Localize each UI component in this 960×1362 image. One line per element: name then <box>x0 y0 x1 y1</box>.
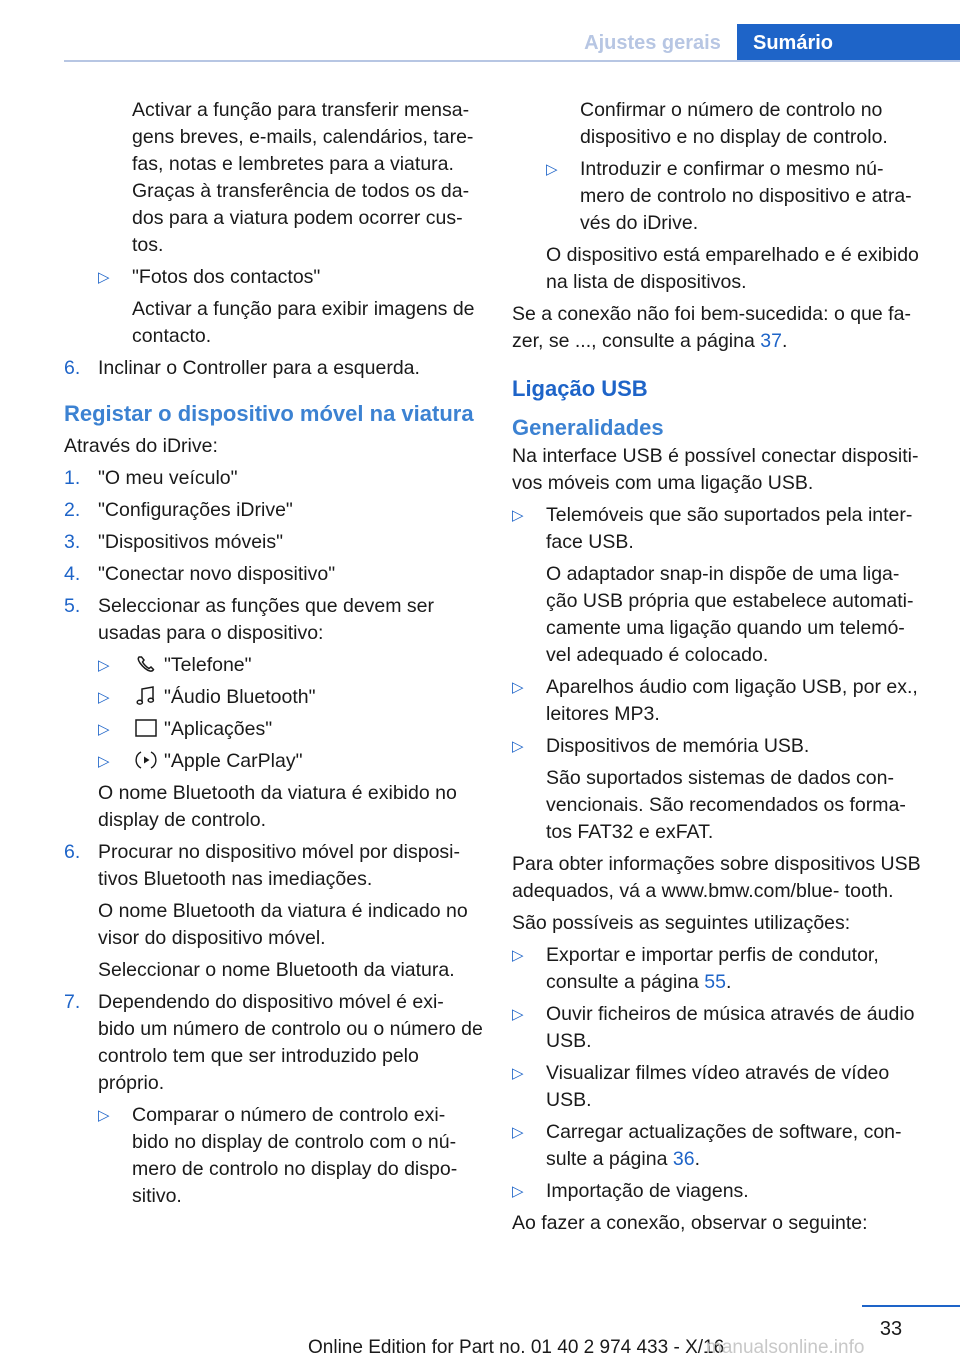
function-telefone <box>64 652 484 679</box>
bullet-triangle-icon: ▷ <box>512 679 524 696</box>
page-link[interactable]: 36 <box>672 1148 695 1170</box>
register-heading: Registar o dispositivo móvel na viatura <box>64 401 474 426</box>
bt-name-shown: O nome Bluetooth da viatura é exibido no display de controlo. <box>98 782 457 831</box>
bullet-text: Exportar e importar perfis de condutor, consulte a página <box>546 944 879 993</box>
bullet-text: Ouvir ficheiros de música através de áudio USB. <box>546 1003 915 1052</box>
bullet-text: Visualizar filmes vídeo através de vídeo USB. <box>546 1062 890 1111</box>
list-item <box>64 593 484 647</box>
bullet-triangle-icon: ▷ <box>546 161 558 178</box>
music-note-icon <box>134 686 158 706</box>
bullet-text: Introduzir e confirmar o mesmo nú- mero de controlo no dispositivo e atra- vés do iDrive. <box>580 158 912 234</box>
bullet-note: São suportados sistemas de dados con- vencionais. São recomendados os forma- tos FAT32 e exFAT. <box>546 767 906 843</box>
bullet-triangle-icon: ▷ <box>512 1065 524 1082</box>
use-item <box>512 942 932 996</box>
closing-para: Ao fazer a conexão, observar o seguinte: <box>512 1212 868 1234</box>
transfer-description: Activar a função para transferir mensa- gens breves, e-mails, calendários, tare- fas, notas e lembretes para a viatura. Graças à transferência de todos os da- dos para a viatura podem ocorrer cus- tos. <box>132 99 474 256</box>
step-text: Procurar no dispositivo móvel por disposi- tivos Bluetooth nas imediações. <box>98 841 460 890</box>
step-6-item <box>64 355 484 382</box>
supported-item <box>512 733 932 846</box>
page-link[interactable]: 37 <box>760 330 782 352</box>
bullet-text: Importação de viagens. <box>546 1180 749 1202</box>
register-steps-list <box>64 465 484 647</box>
bullet-text: Carregar actualizações de software, con- sulte a página <box>546 1121 902 1170</box>
list-item <box>64 561 484 588</box>
step-7-item <box>64 989 484 1097</box>
step-text: Dependendo do dispositivo móvel é exi- bido um número de controlo ou o número de controlo tem que ser introduzido pelo próprio. <box>98 991 483 1094</box>
bullet-triangle-icon: ▷ <box>512 947 524 964</box>
step-text: "Dispositivos móveis" <box>98 531 284 553</box>
step-number: 1. <box>64 467 81 489</box>
step-number: 6. <box>64 357 81 379</box>
function-carplay <box>64 748 484 775</box>
via-idrive-label: Através do iDrive: <box>64 435 218 457</box>
bullet-text: Aparelhos áudio com ligação USB, por ex., leitores MP3. <box>546 676 918 725</box>
left-column <box>64 97 484 1215</box>
bullet-triangle-icon: ▷ <box>512 507 524 524</box>
use-item <box>512 1119 932 1173</box>
function-label: "Aplicações" <box>164 718 273 740</box>
use-item <box>512 1178 932 1205</box>
watermark: manualsonline.info <box>706 1337 865 1358</box>
bullet-triangle-icon: ▷ <box>512 1183 524 1200</box>
info-para: Para obter informações sobre dispositivos USB adequados, vá a www.bmw.com/blue- tooth. <box>512 853 921 902</box>
step-text: "O meu veículo" <box>98 467 238 489</box>
use-item <box>512 1060 932 1114</box>
bullet-end: . <box>726 971 732 993</box>
list-item <box>64 497 484 524</box>
function-label: "Áudio Bluetooth" <box>164 686 316 708</box>
bullet-triangle-icon: ▷ <box>98 657 110 674</box>
list-item <box>64 465 484 492</box>
bullet-text: Comparar o número de controlo exi- bido no display de controlo com o nú- mero de controlo no display do dispo- sitivo. <box>132 1104 458 1207</box>
use-item <box>512 1001 932 1055</box>
step-number: 2. <box>64 499 81 521</box>
step-number: 4. <box>64 563 81 585</box>
phone-icon <box>134 654 158 674</box>
header-rule <box>64 60 960 62</box>
fail-text: Se a conexão não foi bem-sucedida: o que fa- zer, se ..., consulte a página <box>512 303 911 352</box>
bullet-triangle-icon: ▷ <box>98 1107 110 1124</box>
bullet-triangle-icon: ▷ <box>98 269 110 286</box>
compare-bullet <box>64 1102 484 1210</box>
fail-para <box>512 301 932 355</box>
bullet-triangle-icon: ▷ <box>98 721 110 738</box>
bullet-triangle-icon: ▷ <box>98 753 110 770</box>
uses-intro: São possíveis as seguintes utilizações: <box>512 912 851 934</box>
photos-bullet <box>64 264 484 350</box>
fail-end: . <box>781 330 788 352</box>
footer-rule <box>862 1305 960 1307</box>
bullet-text: Dispositivos de memória USB. <box>546 735 810 757</box>
usb-intro: Na interface USB é possível conectar dispositi- vos móveis com uma ligação USB. <box>512 445 919 494</box>
function-apps <box>64 716 484 743</box>
page-number: 33 <box>879 1318 903 1340</box>
enter-bullet <box>512 156 932 237</box>
step-number: 5. <box>64 595 81 617</box>
step-text: "Configurações iDrive" <box>98 499 293 521</box>
function-label: "Apple CarPlay" <box>164 750 303 772</box>
carplay-icon <box>134 750 158 770</box>
list-item <box>64 529 484 556</box>
page-link[interactable]: 55 <box>704 971 726 993</box>
bullet-note: O adaptador snap-in dispõe de uma liga- ção USB própria que estabelece automati- camente uma ligação quando um telemó- vel adequado é colocado. <box>546 563 914 666</box>
edition-line: Online Edition for Part no. 01 40 2 974 433 - X/16 <box>308 1337 725 1358</box>
step-note: O nome Bluetooth da viatura é indicado no visor do dispositivo móvel. <box>98 900 468 949</box>
contents-tab[interactable]: Sumário <box>737 24 960 62</box>
step-6b-item <box>64 839 484 984</box>
paired-para: O dispositivo está emparelhado e é exibido na lista de dispositivos. <box>546 244 919 293</box>
bullet-triangle-icon: ▷ <box>98 689 110 706</box>
step-note: Seleccionar o nome Bluetooth da viatura. <box>98 959 455 981</box>
step-number: 3. <box>64 531 81 553</box>
section-tab[interactable]: Ajustes gerais <box>584 32 721 54</box>
bullet-text: Telemóveis que são suportados pela inter- face USB. <box>546 504 913 553</box>
function-label: "Telefone" <box>164 654 252 676</box>
supported-item <box>512 674 932 728</box>
confirm-para: Confirmar o número de controlo no dispositivo e no display de controlo. <box>580 99 888 148</box>
step-text: Inclinar o Controller para a esquerda. <box>98 357 420 379</box>
photos-description: Activar a função para exibir imagens de contacto. <box>132 298 475 347</box>
step-number: 6. <box>64 841 81 863</box>
step-text: "Conectar novo dispositivo" <box>98 563 336 585</box>
bullet-end: . <box>694 1148 700 1170</box>
bullet-triangle-icon: ▷ <box>512 1124 524 1141</box>
supported-item <box>512 502 932 669</box>
apps-icon <box>134 718 158 738</box>
right-column <box>512 97 932 1242</box>
step-number: 7. <box>64 991 81 1013</box>
bullet-triangle-icon: ▷ <box>512 1006 524 1023</box>
bullet-triangle-icon: ▷ <box>512 738 524 755</box>
photos-label: "Fotos dos contactos" <box>132 266 321 288</box>
general-heading: Generalidades <box>512 415 664 440</box>
step-text: Seleccionar as funções que devem ser usadas para o dispositivo: <box>98 595 435 644</box>
function-audio <box>64 684 484 711</box>
usb-heading: Ligação USB <box>512 376 648 401</box>
